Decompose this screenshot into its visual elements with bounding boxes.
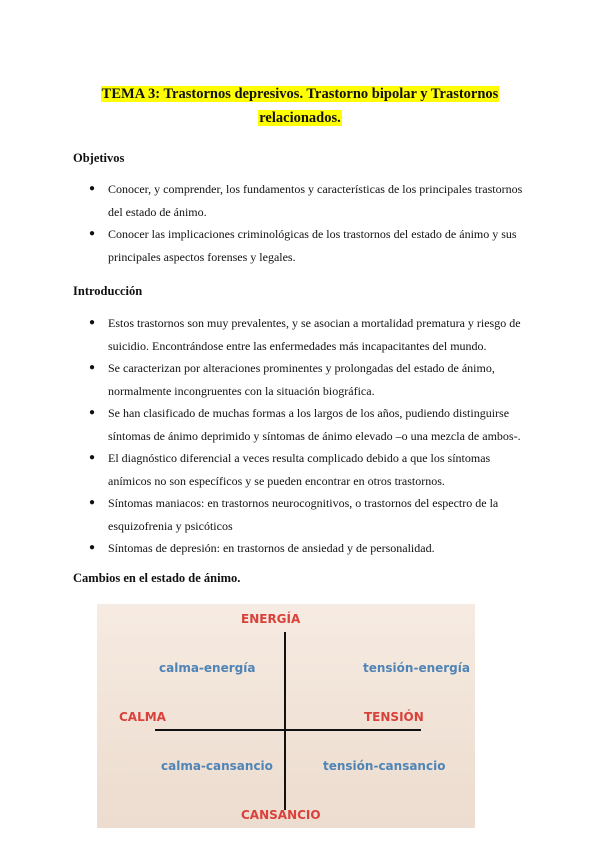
quadrant-bottom-right: tensión-cansancio <box>323 759 446 773</box>
list-item: ● Se caracterizan por alteraciones prominentes y prolongadas del estado de ánimo, normalmente incongruentes con la situación biográfica. <box>0 357 528 402</box>
bullet-icon: ● <box>89 542 96 553</box>
axis-label-right: TENSIÓN <box>364 710 424 724</box>
list-item: ● Conocer, y comprender, los fundamentos y características de los principales trastornos del estado de ánimo. <box>0 178 528 223</box>
list-item: ● Síntomas maniacos: en trastornos neurocognitivos, o trastornos del espectro de la esquizofrenia y psicóticos <box>0 492 528 537</box>
bullet-icon: ● <box>89 228 96 239</box>
mood-diagram <box>97 604 475 828</box>
bullet-icon: ● <box>89 452 96 463</box>
title-highlight: TEMA 3: Trastornos depresivos. Trastorno bipolar y Trastornos <box>101 86 499 102</box>
bullet-icon: ● <box>89 407 96 418</box>
objetivos-heading: Objetivos <box>73 151 125 165</box>
axis-label-top: ENERGÍA <box>241 612 301 626</box>
list-item: ● Estos trastornos son muy prevalentes, y se asocian a mortalidad prematura y riesgo de suicidio. Encontrándose entre las enfermedades más incapacitantes del mundo. <box>0 312 528 357</box>
list-item: ● Conocer las implicaciones criminológicas de los trastornos del estado de ánimo y sus principales aspectos forenses y legales. <box>0 223 528 268</box>
introduccion-heading: Introducción <box>73 284 143 298</box>
page-title-line2 <box>0 108 600 128</box>
list-item: ● Síntomas de depresión: en trastornos de ansiedad y de personalidad. <box>0 537 528 560</box>
objetivos-list <box>0 178 600 268</box>
quadrant-top-right: tensión-energía <box>363 661 470 675</box>
bullet-icon: ● <box>89 317 96 328</box>
axis-label-bottom: CANSANCIO <box>241 808 321 822</box>
list-item: ● Se han clasificado de muchas formas a los largos de los años, pudiendo distinguirse síntomas de ánimo deprimido y síntomas de ánimo elevado –o una mezcla de ambos-. <box>0 402 528 447</box>
title-highlight: relacionados. <box>259 110 341 126</box>
bullet-icon: ● <box>89 362 96 373</box>
quadrant-top-left: calma-energía <box>159 661 256 675</box>
axis-label-left: CALMA <box>119 710 166 724</box>
cambios-heading: Cambios en el estado de ánimo. <box>73 571 241 585</box>
page-title-line1 <box>0 84 600 104</box>
introduccion-list <box>0 312 600 560</box>
bullet-icon: ● <box>89 497 96 508</box>
list-item: ● El diagnóstico diferencial a veces resulta complicado debido a que los síntomas anímicos no son específicos y se pueden encontrar en otros trastornos. <box>0 447 528 492</box>
quadrant-bottom-left: calma-cansancio <box>161 759 273 773</box>
bullet-icon: ● <box>89 183 96 194</box>
